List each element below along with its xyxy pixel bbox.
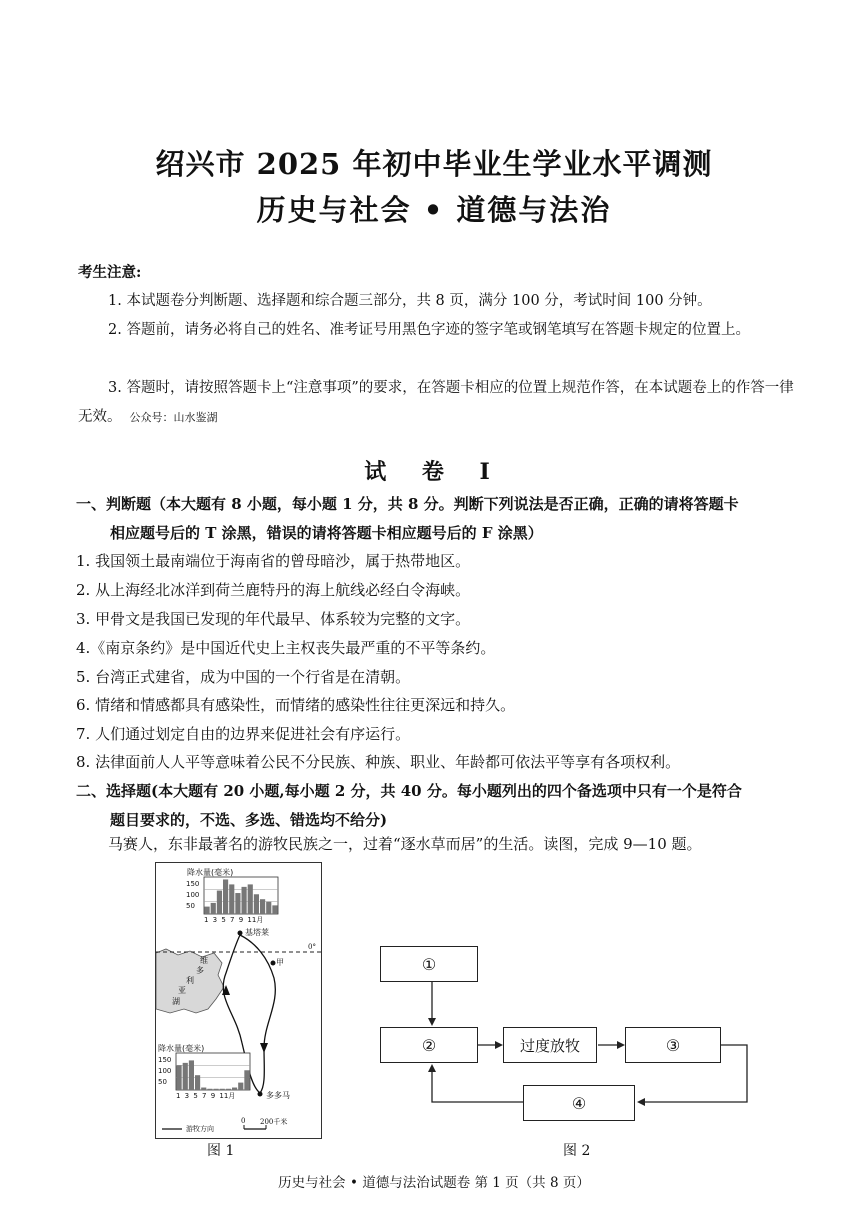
- marker-kitale: [238, 931, 243, 936]
- precip-bar-month-2: [211, 903, 216, 914]
- marker-jia: [271, 961, 276, 966]
- arrow-2-to-mid-head: [495, 1041, 503, 1049]
- watermark-text: 公众号：山水鉴湖: [129, 411, 218, 424]
- flow-box-1: ①: [380, 946, 478, 982]
- precip-bar-month-12: [272, 905, 277, 914]
- arrow-1-to-2-head: [428, 1018, 436, 1026]
- lake-char-1: 维: [200, 956, 208, 965]
- precip-bar-month-9: [254, 894, 259, 914]
- chart-bottom-ylabel: 降水量(毫米): [158, 1044, 205, 1053]
- precip-bar-month-3: [217, 891, 222, 914]
- section2-heading-line1: 二、选择题(本大题有 20 小题,每小题 2 分，共 40 分。每小题列出的四个备选项中只有一个是符合: [76, 782, 742, 800]
- flow-box-2: ②: [380, 1027, 478, 1063]
- section2-heading-line2: 题目要求的，不选、多选、错选均不给分): [110, 811, 388, 829]
- scale-end-label: 200千米: [260, 1118, 288, 1126]
- route-arrow-down: [260, 1043, 268, 1053]
- label-dodoma: 多多马: [266, 1091, 290, 1100]
- precip-bar-month-8: [220, 1089, 225, 1090]
- legend-label: 游牧方向: [186, 1125, 214, 1133]
- arrow-4-to-2-head: [428, 1064, 436, 1072]
- precip-bar-month-3: [189, 1060, 194, 1090]
- arrow-mid-to-3-head: [617, 1041, 625, 1049]
- exam-title-line2: 历史与社会 • 道德与法治: [256, 193, 612, 227]
- arrow-3-to-4-head: [637, 1098, 645, 1106]
- flow-box-overgrazing: 过度放牧: [503, 1027, 597, 1063]
- paper-title: 试 卷 I: [364, 459, 504, 485]
- chart-top-yticks: 150 100 50: [186, 880, 200, 910]
- flow-box-4: ④: [523, 1085, 635, 1121]
- precip-bar-month-6: [207, 1089, 212, 1090]
- lake-char-4: 亚: [178, 986, 186, 995]
- notice-item-3: [78, 374, 798, 432]
- lake-char-5: 湖: [172, 997, 180, 1006]
- question-5: 5. 台湾正式建省，成为中国的一个行省是在清朝。: [76, 668, 411, 686]
- marker-dodoma: [258, 1092, 263, 1097]
- precip-bar-month-1: [177, 1065, 182, 1090]
- question-3: 3. 甲骨文是我国已发现的年代最早、体系较为完整的文字。: [76, 610, 471, 628]
- question-6: 6. 情绪和情感都具有感染性，而情绪的感染性往往更深远和持久。: [76, 696, 516, 714]
- notice-item-3-text: 3. 答题时，请按照答题卡上“注意事项”的要求，在答题卡相应的位置上规范作答，在本试题卷上的作答一律无效。: [78, 380, 794, 425]
- precip-bar-month-7: [214, 1089, 219, 1090]
- precip-bar-month-5: [201, 1088, 206, 1090]
- question-4: 4.《南京条约》是中国近代史上主权丧失最严重的不平等条约。: [76, 639, 496, 657]
- label-kitale: 基塔莱: [245, 928, 269, 937]
- precip-bar-month-7: [242, 887, 247, 914]
- lake-char-2: 多: [196, 966, 204, 975]
- figure1-caption: 图 1: [207, 1143, 235, 1159]
- precip-bar-month-6: [235, 893, 240, 914]
- precip-bar-month-2: [183, 1063, 188, 1090]
- section1-heading: [76, 490, 806, 548]
- precip-bar-month-10: [260, 899, 265, 914]
- figure2-caption: 图 2: [563, 1143, 591, 1159]
- scale-zero-label: 0: [241, 1117, 246, 1125]
- precip-chart-bottom: [176, 1053, 250, 1090]
- section1-heading-line1: 一、判断题（本大题有 8 小题，每小题 1 分，共 8 分。判断下列说法是否正确，正确的请将答题卡: [76, 495, 739, 513]
- exam-title-line1: 绍兴市 2025 年初中毕业生学业水平调测: [155, 147, 713, 181]
- question-intro: 马赛人，东非最著名的游牧民族之一，过着“逐水草而居”的生活。读图，完成 9—10 题。: [108, 835, 702, 853]
- chart-bottom-yticks: 150 100 50: [158, 1056, 172, 1086]
- notice-item-2: 2. 答题前，请务必将自己的姓名、准考证号用黑色字迹的签字笔或钢笔填写在答题卡规定的位置上。: [108, 322, 750, 338]
- precip-bar-month-11: [266, 902, 271, 914]
- chart-top-xticks: 1 3 5 7 9 11月: [204, 916, 264, 924]
- precip-bar-month-4: [223, 879, 228, 914]
- precip-bar-month-9: [226, 1089, 231, 1090]
- section2-heading: [76, 777, 806, 835]
- question-2: 2. 从上海经北冰洋到荷兰鹿特丹的海上航线必经白令海峡。: [76, 581, 471, 599]
- flow-box-3: ③: [625, 1027, 721, 1063]
- notice-item-1: 1. 本试题卷分判断题、选择题和综合题三部分，共 8 页，满分 100 分，考试时间 100 分钟。: [108, 293, 712, 309]
- question-8: 8. 法律面前人人平等意味着公民不分民族、种族、职业、年龄都可依法平等享有各项权利。: [76, 753, 681, 771]
- label-equator: 0°: [308, 943, 316, 951]
- section1-heading-line2: 相应题号后的 T 涂黑，错误的请将答题卡相应题号后的 F 涂黑）: [110, 524, 543, 542]
- precip-bar-month-12: [244, 1070, 249, 1090]
- precip-chart-top: [204, 877, 278, 914]
- precip-bar-month-4: [195, 1075, 200, 1090]
- chart-bottom-xticks: 1 3 5 7 9 11月: [176, 1092, 236, 1100]
- notice-heading: 考生注意:: [78, 264, 142, 281]
- precip-bar-month-11: [238, 1083, 243, 1090]
- precip-bar-month-8: [248, 884, 253, 914]
- chart-top-ylabel: 降水量(毫米): [187, 868, 234, 877]
- arrow-4-to-2-line: [432, 1070, 523, 1102]
- lake-char-3: 利: [186, 976, 194, 985]
- page-footer: 历史与社会 • 道德与法治试题卷 第 1 页（共 8 页）: [278, 1175, 590, 1191]
- precip-bar-month-5: [229, 884, 234, 914]
- precip-bar-month-1: [205, 907, 210, 914]
- precip-bar-month-10: [232, 1088, 237, 1090]
- question-7: 7. 人们通过划定自由的边界来促进社会有序运行。: [76, 725, 411, 743]
- figure1-map: [155, 862, 322, 1139]
- question-1: 1. 我国领土最南端位于海南省的曾母暗沙，属于热带地区。: [76, 552, 471, 570]
- label-jia: 甲: [276, 958, 284, 967]
